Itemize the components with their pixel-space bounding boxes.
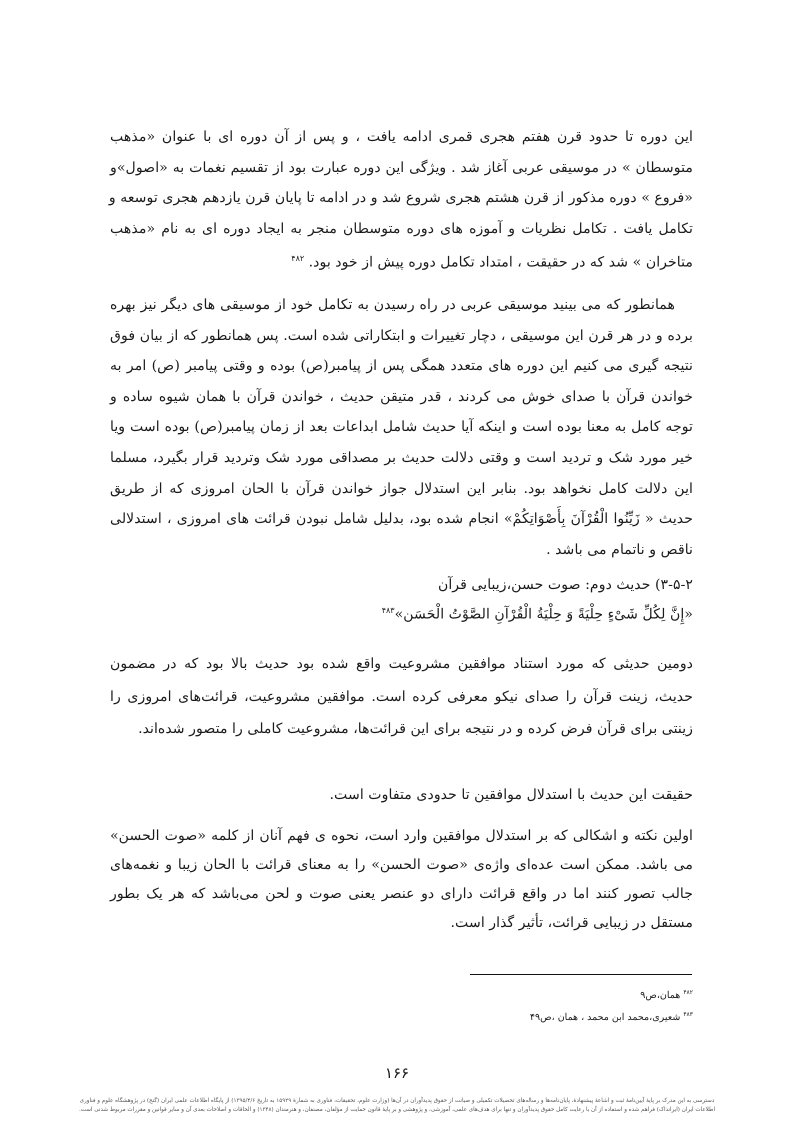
paragraph-first-objection xyxy=(110,822,693,938)
text-line: همانطور که می بینید موسیقی عربی در راه رسیدن به تکامل خود از موسیقی های دیگر نیز بهره xyxy=(110,297,675,313)
footnote-mark: ۴۸۲ xyxy=(683,989,693,996)
footnote-reference: ۴۸۳ xyxy=(381,606,395,615)
paragraph-truth xyxy=(110,780,693,810)
text-line: حدیث « زَیِّنُوا الْقُرْآنَ بِأَصْوَاتِكُمْ» انجام شده بود، بدلیل شامل نبودن قرائت های امروزی ، استدلالی xyxy=(110,511,693,528)
copyright-notice-line: دسترسی به این مدرک بر پایهٔ آیین‌نامهٔ ثبت و اشاعهٔ پیشنهادهٔ، پایان‌نامه‌ها و رساله‌های تحصیلات تکمیلی و صیانت از حقوق پدیدآوران در آن‌ها (وزارت علوم، تحقیقات، فناوری به شمارهٔ ۱۵۹۲۹ به تاریخ ۱۳۹۵/۴/۶) از پایگاه اطلاعات علمی ایران (گنج) در پژوهشگاه علوم و فناوری xyxy=(79,1098,715,1104)
text-line: این دوره تا حدود قرن هفتم هجری قمری ادامه یافت ، و پس از آن دوره ای با عنوان «مذهب xyxy=(110,129,693,145)
footnote-reference: ۴۸۲ xyxy=(291,254,305,263)
text-line: خیر مورد شک و تردید است و وقتی دلالت حدیث بر مصداقی مورد شک وتردید قرار بگیرد، مسلما xyxy=(110,449,693,466)
text-line xyxy=(110,244,693,278)
footnote-text: شعیری،محمد ابن محمد ، همان ،ص۴۹ xyxy=(529,1012,681,1024)
section-heading: ۳-۵-۲) حدیث دوم: صوت حسن،زیبایی قرآن xyxy=(437,577,693,593)
hadith-quote xyxy=(110,598,693,628)
text-line: نتیجه گیری می کنیم این دوره های متعدد همگی پس از پیامبر(ص) بوده و وقتی پیامبر (ص) امر به xyxy=(110,358,693,375)
section-block xyxy=(110,573,693,628)
text-line: می باشد. ممکن است عده‌ای واژه‌ی «صوت الحسن» را به معنای قرائت با الحان زیبا و نغمه‌های xyxy=(110,857,693,873)
paragraph-second-hadith xyxy=(110,648,693,746)
text-line: مستقل در زیبایی قرائت، تأثیر گذار است. xyxy=(450,915,693,931)
text-line-content: متاخران » شد که در حقیقت ، امتداد تکامل دوره پیش از خود بود. xyxy=(308,254,693,271)
text-line: زینتی برای قرآن فرض کرده و در نتیجه برای این قرائت‌ها، مشروعیت کاملی را متصور شده‌اند. xyxy=(138,721,693,737)
page-number: ۱۶۶ xyxy=(384,1064,410,1082)
text-line: ناقص و ناتمام می باشد . xyxy=(546,541,693,558)
hadith-text: «إِنَّ لِكُلِّ شَیْ‏ءٍ حِلْیَةً وَ حِلْیَةُ الْقُرْآنِ الصَّوْتُ الْحَسَن» xyxy=(394,606,693,623)
text-line: جالب تصور کنند اما در واقع قرائت دارای دو عنصر یعنی صوت و لحن می‌باشد که هر یک بطور xyxy=(110,886,693,902)
text-line: حدیث، زینت قرآن را صدای نیکو معرفی کرده است. موافقین مشروعیت، قرائت‌های امروزی را xyxy=(110,688,693,705)
text-line: برده و در هر قرن این موسیقی ، دچار تغییرات و ابتکاراتی شده است. پس همانطور که از بیان فوق xyxy=(110,327,693,344)
footnote-mark: ۴۸۳ xyxy=(683,1011,693,1018)
text-line: «فروع » دوره مذکور از قرن هشتم هجری شروع شد و در ادامه تا پایان قرن یازدهم هجری توسعه و xyxy=(108,190,693,206)
paragraph-analysis xyxy=(110,290,693,565)
text-line: تکامل یافت . تکامل نظریات و آموزه های دوره متوسطان منجر به ایجاد دوره ای به نام «مذهب xyxy=(110,220,693,237)
footnote-text: همان،ص۹ xyxy=(640,990,681,1002)
footnote-divider xyxy=(470,974,692,975)
text-line: این دلالت کامل نخواهد بود. بنابر این استدلال جواز خواندن قرآن با الحان امروزی که از طریق xyxy=(110,480,693,497)
footnote-483 xyxy=(400,1004,693,1029)
paragraph-history xyxy=(110,122,693,278)
text-line: اولین نکته و اشکالی که بر استدلال موافقین وارد است، نحوه ی فهم آنان از کلمه «صوت الحسن» xyxy=(110,828,693,844)
text-line: دومین حدیثی که مورد استناد موافقین مشروعیت واقع شده بود حدیث بالا بود که در مضمون xyxy=(110,656,693,672)
text-line: حقیقت این حدیث با استدلال موافقین تا حدودی متفاوت است. xyxy=(329,787,693,803)
copyright-notice-line: اطلاعات ایران (ایرانداک) فراهم شده و استفاده از آن با رعایت کامل حقوق پدیدآوران و تنها برای هدف‌های علمی، آموزشی، و پژوهشی و بر پایهٔ قانون حمایت از مؤلفان، مصنفان، و هنرمندان (۱۳۴۸) و الحاقات و اصلاحات بعدی آن و سایر قوانین و مقررات مربوط شدنی است. xyxy=(78,1107,716,1113)
text-line: توجه کامل به معنا بوده است و اینکه آیا حدیث شامل ابداعات بعد از زمان پیامبر(ص) بوده است ویا xyxy=(110,419,693,436)
text-line: خواندن قرآن با صدای خوش می کردند ، قدر متیقن حدیث ، خواندن قرآن با همان شیوه ساده و xyxy=(110,388,693,405)
text-line: متوسطان » در موسیقی عربی آغاز شد . ویژگی این دوره عبارت بود از تقسیم نغمات به «اصول»و xyxy=(110,159,693,176)
